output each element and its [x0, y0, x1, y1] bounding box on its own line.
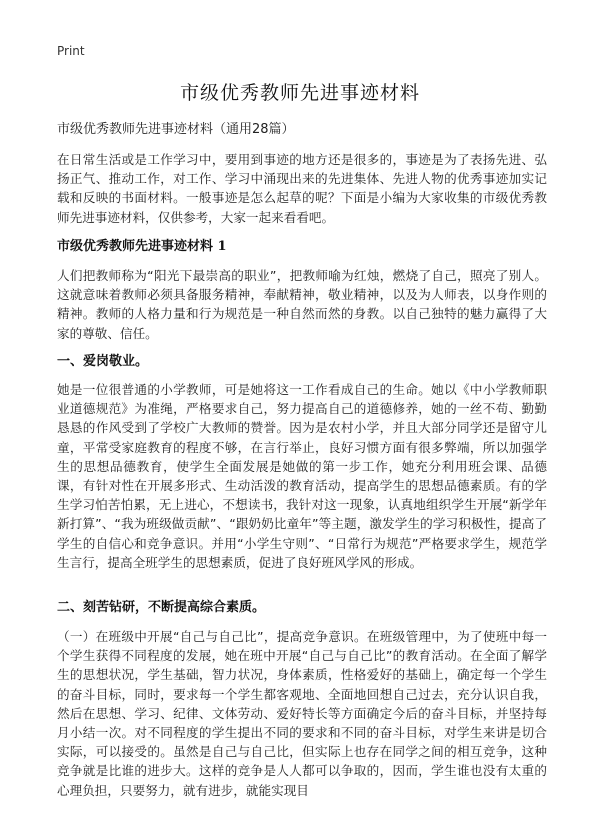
subheading-study-hard: 二、刻苦钻研，不断提高综合素质。 [57, 600, 266, 615]
section-1-paragraph: 人们把教师称为“阳光下最崇高的职业”，把教师喻为红烛，燃烧了自己，照亮了别人。这就意味着教师必须具备服务精神，奉献精神，敬业精神，以及为人师表，以身作则的精神。教师的人格力量和行为规范是一种自然而然的身教。以自己独特的魅力赢得了大家的尊敬、信任。 [57, 268, 547, 341]
study-hard-paragraph: （一）在班级中开展“自己与自己比”，提高竞争意识。在班级管理中，为了使班中每一个学生获得不同程度的发展，她在班中开展“自己与自己比”的教育活动。在全面了解学生的思想状况，学生基础，智力状况，身体素质，性格爱好的基础上，确定每一个学生的奋斗目标，同时，要求每一个学生都客观地、全面地回想自己过去，充分认识自我，然后在思想、学习、纪律、文体劳动、爱好特长等方面确定今后的奋斗目标，并坚持每月小结一次。对不同程度的学生提出不同的要求和不同的奋斗目标，对学生来讲是切合实际，可以接受的。虽然是自己与自己比，但实际上也存在同学之间的相互竞争，这种竞争就是比谁的进步大。这样的竞争是人人都可以争取的，因而，学生谁也没有太重的心理负担，只要努力，就有进步，就能实现目 [57, 629, 547, 798]
dedication-paragraph: 她是一位很普通的小学教师，可是她将这一工作看成自己的生命。她以《中小学教师职业道德规范》为准绳，严格要求自己，努力提高自己的道德修养，她的一丝不苟、勤勤恳恳的作风受到了学校广大教师的赞誉。因为是农村小学，并且大部分同学还是留守儿童，平常受家庭教育的程度不够，在言行举止，良好习惯方面有很多弊端，所以加强学生的思想品德教育，使学生全面发展是她做的第一步工作，她充分利用班会课、品德课，有针对性在开展多形式、生动活泼的教育活动，提高学生的思想品德素质。有的学生学习怕苦怕累，无上进心，不想读书，我针对这一现象，认真地组织学生开展“新学年新打算”、“我为班级做贡献”、“跟奶奶比童年”等主题，激发学生的学习积极性，提高了学生的自信心和竞争意识。并用“小学生守则”、“日常行为规范”严格要求学生，规范学生言行，提高全班学生的思想素质，促进了良好班风学风的形成。 [57, 382, 547, 570]
section-heading-1: 市级优秀教师先进事迹材料 1 [57, 239, 227, 254]
intro-paragraph: 在日常生活或是工作学习中，要用到事迹的地方还是很多的，事迹是为了表扬先进、弘扬正气、推动工作，对工作、学习中涌现出来的先进集体、先进人物的优秀事迹加实记载和反映的书面材料。一般事迹是怎么起草的呢？下面是小编为大家收集的市级优秀教师先进事迹材料，仅供参考，大家一起来看看吧。 [57, 152, 547, 225]
page-title: 市级优秀教师先进事迹材料 [179, 82, 420, 104]
document-subtitle: 市级优秀教师先进事迹材料（通用28篇） [57, 122, 295, 137]
subheading-dedication: 一、爱岗敬业。 [57, 354, 149, 369]
print-link[interactable]: Print [57, 44, 85, 58]
